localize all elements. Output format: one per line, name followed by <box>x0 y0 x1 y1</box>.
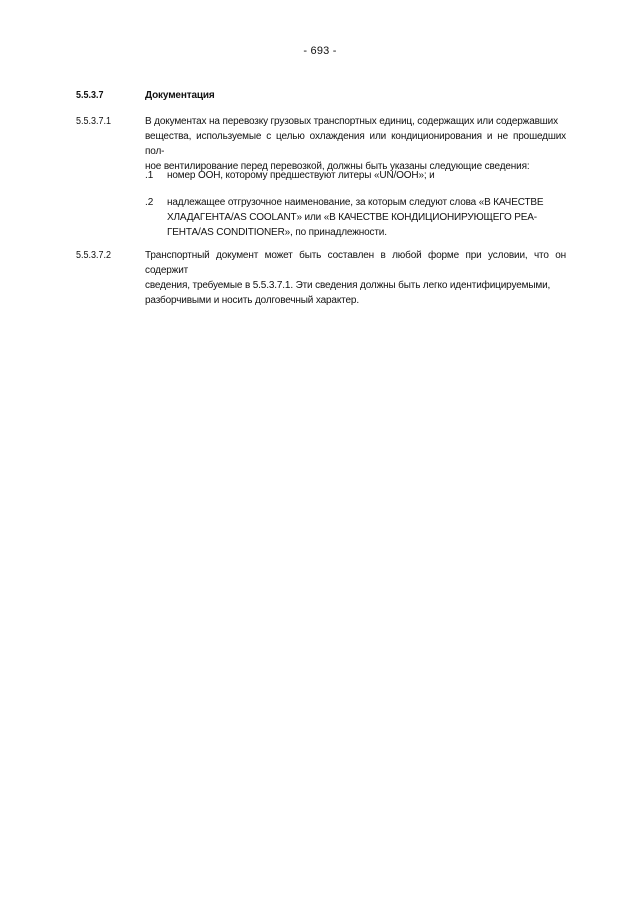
item-line: надлежащее отгрузочное наименование, за которым следуют слова «В КАЧЕСТВЕ <box>167 197 544 208</box>
list-item-text <box>167 168 566 183</box>
section-title: Документация <box>145 90 215 101</box>
section-number: 5.5.3.7 <box>76 90 104 101</box>
section-number: 5.5.3.7.1 <box>76 116 112 127</box>
paragraph-line: сведения, требуемые в 5.5.3.7.1. Эти сведения должны быть легко идентифицируемыми, <box>145 280 551 291</box>
paragraph-line: ное вентилирование перед перевозкой, должны быть указаны следующие сведения: <box>145 161 530 172</box>
item-line: ГЕНТА/AS CONDITIONER», по принадлежности. <box>167 227 387 238</box>
paragraph-line: В документах на перевозку грузовых транспортных единиц, содержащих или содержавших <box>145 116 558 127</box>
item-line: номер ООН, которому предшествуют литеры «UN/ООН»; и <box>167 170 435 181</box>
section-number: 5.5.3.7.2 <box>76 250 112 261</box>
item-line: ХЛАДАГЕНТА/AS COOLANT» или «В КАЧЕСТВЕ КОНДИЦИОНИРУЮЩЕГО РЕА- <box>167 212 537 223</box>
list-marker: .1 <box>145 170 154 181</box>
section-paragraph <box>145 114 566 174</box>
paragraph-line: вещества, используемые с целью охлаждения или кондиционирования и не прошедших пол- <box>145 131 566 157</box>
paragraph-line: разборчивыми и носить долговечный характер. <box>145 295 359 306</box>
section-paragraph <box>145 248 566 308</box>
paragraph-line: Транспортный документ может быть составлен в любой форме при условии, что он содержит <box>145 250 566 276</box>
list-marker: .2 <box>145 197 154 208</box>
page-number: - 693 - <box>303 45 337 57</box>
list-item-text <box>167 195 566 240</box>
